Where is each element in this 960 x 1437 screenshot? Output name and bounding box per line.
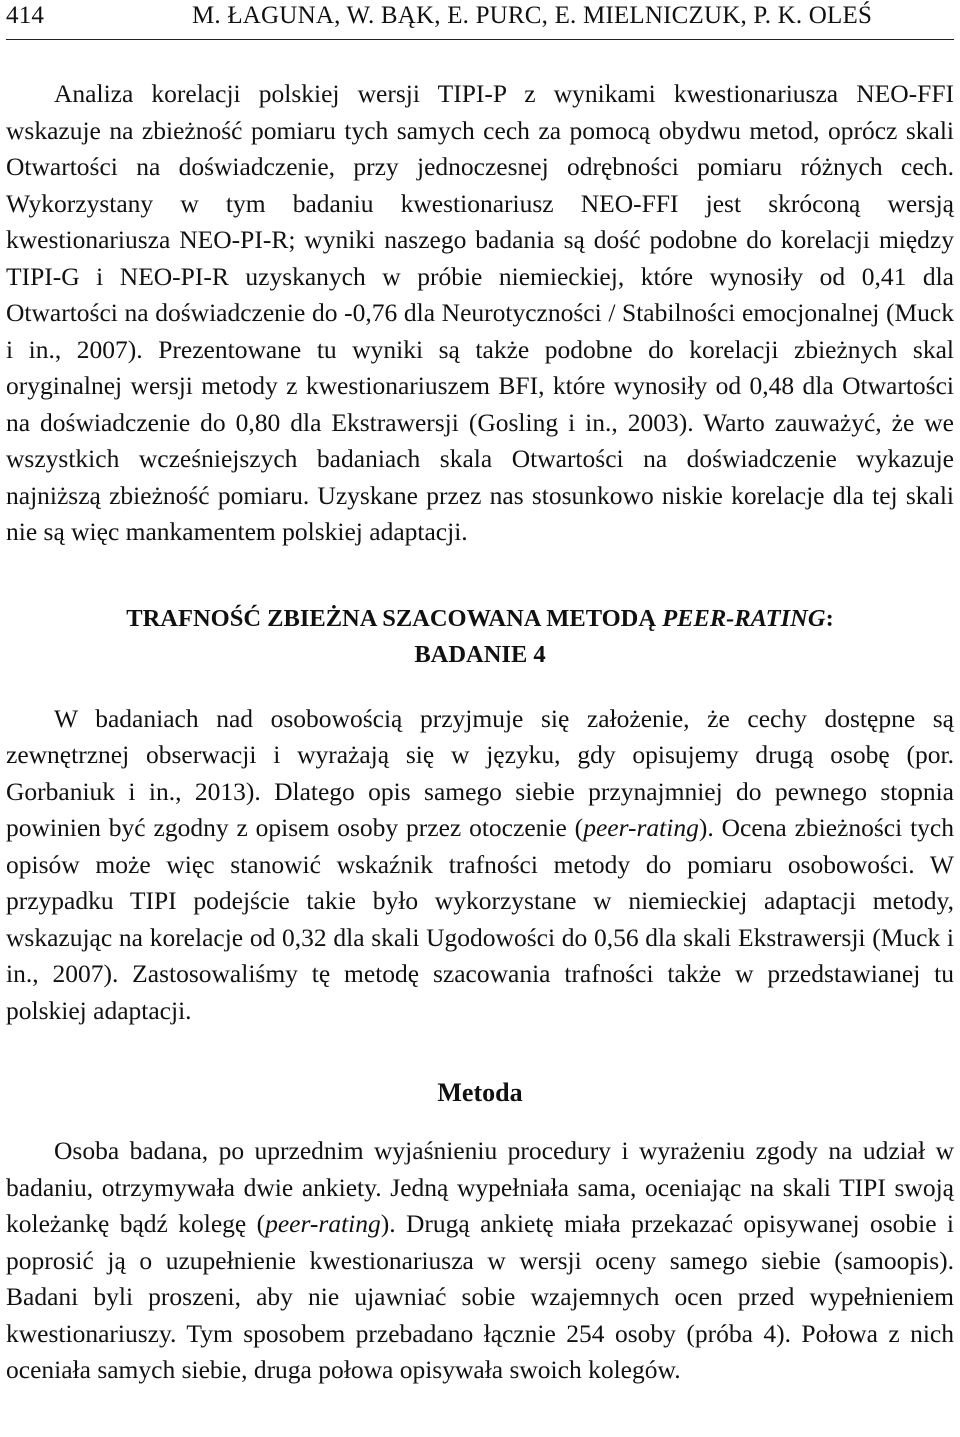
section-heading-prefix: TRAFNOŚĆ ZBIEŻNA SZACOWANA METODĄ [126,604,663,632]
paragraph2-part2: ). Ocena zbieżności tych opisów może więc stanowić wskaźnik trafności metody do pomiaru osobowości. W przypadku TIPI podejście takie było wykorzystane w niemieckiej adaptacji metody, wskazując na korelacje od 0,32 dla skali Ugodowości do 0,56 dla skali Ekstrawersji (Muck i in., 2007). Zastosowaliśmy tę metodę szacowania trafności także w przedstawianej tu polskiej adaptacji. [6,813,954,1025]
subheading-method: Metoda [437,1078,523,1107]
paragraph2-italic: peer-rating [583,813,699,842]
paragraph-correlation-analysis: Analiza korelacji polskiej wersji TIPI-P z wynikami kwestionariusza NEO-FFI wskazuje na zbieżność pomiaru tych samych cech za pomocą obydwu metod, oprócz skali Otwartości na doświadczenie, przy jednoczesnej odrębności pomiaru różnych cech. Wykorzystany w tym badaniu kwestionariusz NEO-FFI jest skróconą wersją kwestionariusza NEO-PI-R; wyniki naszego badania są dość podobne do korelacji między TIPI-G i NEO-PI-R uzyskanych w próbie niemieckiej, które wynosiły od 0,41 dla Otwartości na doświadczenie do -0,76 dla Neurotyczności / Stabilności emocjonalnej (Muck i in., 2007). Prezentowane tu wyniki są także podobne do korelacji zbieżnych skal oryginalnej wersji metody z kwestionariuszem BFI, które wynosiły od 0,48 dla Otwartości na doświadczenie do 0,80 dla Ekstrawersji (Gosling i in., 2003). Warto zauważyć, że we wszystkich wcześniejszych badaniach skala Otwartości na doświadczenie wykazuje najniższą zbieżność pomiaru. Uzyskane przez nas stosunkowo niskie korelacje dla tej skali nie są więc mankamentem polskiej adaptacji. [6,79,954,546]
page-number: 414 [6,2,45,29]
section-heading-line2: BADANIE 4 [414,640,546,668]
running-authors: M. ŁAGUNA, W. BĄK, E. PURC, E. MIELNICZUK, P. K. OLEŚ [192,2,873,29]
running-header [6,0,954,40]
paragraph3-italic: peer-rating [265,1209,381,1238]
paragraph2-part1: W badaniach nad osobowością przyjmuje się założenie, że cechy dostępne są zewnętrznej obserwacji i wyrażają się w języku, gdy opisujemy drugą osobę (por. Gorbaniuk i in., 2013). Dlatego opis samego siebie przynajmniej do pewnego stopnia powinien być zgodny z opisem osoby przez otoczenie ( [6,703,954,842]
paragraph-method [6,1133,954,1389]
paragraph-peer-rating-intro [6,701,954,1030]
section-heading-line1 [6,601,954,637]
paragraph3-part1: Osoba badana, po uprzednim wyjaśnieniu procedury i wyrażeniu zgody na udział w badaniu, otrzymywała dwie ankiety. Jedną wypełniała sama, oceniając na skali TIPI swoją koleżankę bądź kolegę ( [6,1136,954,1238]
section-heading-suffix: : [825,604,834,632]
paragraph3-part2: ). Drugą ankietę miała przekazać opisywanej osobie i poprosić ją o uzupełnienie kwestionariusza w wersji oceny samego siebie (samoopis). Badani byli proszeni, aby nie ujawniać sobie wzajemnych ocen przed wypełnieniem kwestionariuszy. Tym sposobem przebadano łącznie 254 osoby (próba 4). Połowa z nich oceniała samych siebie, druga połowa opisywała swoich kolegów. [6,1209,954,1384]
section-heading [6,601,954,673]
section-heading-italic: PEER-RATING [662,604,826,632]
